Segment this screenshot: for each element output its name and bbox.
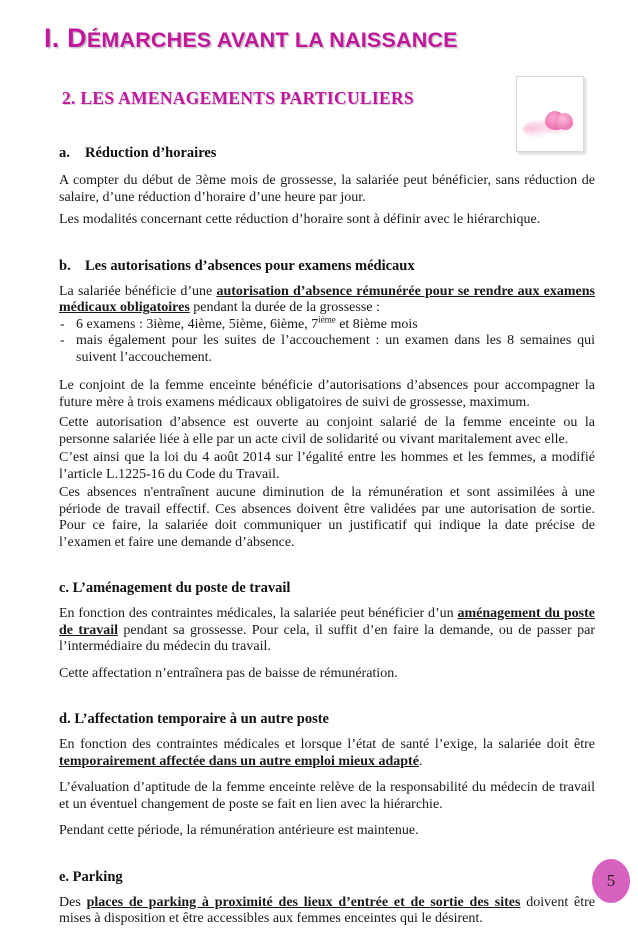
section-c-p1-post: pendant sa grossesse. Pour cela, il suffit d’en faire la demande, ou de passer par l’intermédiaire du médecin du travail. — [59, 622, 595, 654]
section-b-paragraph-5: Ces absences n'entraînent aucune diminution de la rémunération et sont assimilées à une période de travail effectif. Ces absences doivent être validées par une autorisation de sortie. Pour ce faire, la salariée doit communiquer un justificatif qui indique la date précise de l’examen et faire une demande d’absence. — [59, 485, 595, 550]
section-b-exam-list — [59, 313, 595, 367]
heading-section-b — [59, 257, 595, 276]
list-item-text-pre: 6 examens : 3ième, 4ième, 5ième, 6ième, 7 — [76, 316, 319, 332]
heading-section-a — [59, 144, 595, 163]
list-item — [59, 313, 595, 334]
section-e-paragraph-1 — [59, 895, 595, 928]
heading-b-label: Les autorisations d’absences pour examens médicaux — [85, 257, 415, 274]
section-e-p1-emphasis: places de parking à proximité des lieux d’entrée et de sortie des sites — [86, 894, 521, 910]
page-title-roman: I. — [44, 23, 60, 53]
heading-a-marker: a. — [59, 145, 70, 161]
section-c-paragraph-2: Cette affectation n’entraînera pas de baisse de rémunération. — [59, 665, 398, 681]
section-c-p1-pre: En fonction des contraintes médicales, la salariée peut bénéficier d’un — [59, 606, 458, 621]
page-number-label: 5 — [606, 871, 616, 890]
section-d-p1-post: . — [418, 753, 423, 769]
list-item-text-post: et 8ième mois — [335, 316, 418, 332]
heading-section-e: e. Parking — [59, 868, 123, 885]
section-subtitle: 2. LES AMENAGEMENTS PARTICULIERS — [62, 88, 414, 108]
baby-booties-image — [516, 76, 584, 152]
dash-bullet-icon: - — [60, 316, 65, 332]
page-title — [44, 22, 458, 56]
list-item-text: mais également pour les suites de l’accouchement : un examen dans les 8 semaines qui suivent l’accouchement. — [76, 333, 595, 365]
section-b-p1-post: pendant la durée de la grossesse : — [189, 300, 380, 315]
section-c-paragraph-1 — [59, 606, 595, 656]
document-body — [59, 144, 595, 928]
section-c-p1-emphasis: aménagement du poste de travail — [59, 606, 595, 638]
list-item — [59, 333, 595, 366]
section-e-p1-pre: Des — [59, 894, 87, 910]
heading-section-c: c. L’aménagement du poste de travail — [59, 580, 291, 596]
heading-section-d: d. L’affectation temporaire à un autre poste — [59, 711, 329, 727]
section-a-paragraph-1: A compter du début de 3ème mois de grossesse, la salariée peut bénéficier, sans réduction de salaire, d’une réduction d’horaire d’une heure par jour. — [59, 173, 595, 205]
section-d-p1-emphasis: temporairement affectée dans un autre emploi mieux adapté — [59, 753, 419, 769]
image-vignette — [517, 77, 583, 151]
page-title-rest: ÉMARCHES AVANT LA NAISSANCE — [86, 28, 458, 52]
section-d-p1-pre: En fonction des contraintes médicales et lorsque l’état de santé l’exige, la salariée doit être — [59, 737, 595, 752]
dash-bullet-icon: - — [60, 333, 65, 348]
heading-b-marker: b. — [59, 257, 71, 274]
section-b-p1-pre: La salariée bénéficie d’une — [59, 283, 217, 299]
list-item-superscript: ième — [318, 313, 336, 324]
section-b-paragraph-1 — [59, 284, 595, 317]
section-b-paragraph-4: C’est ainsi que la loi du 4 août 2014 sur l’égalité entre les hommes et les femmes, a modifié l’article L.1225-16 du Code du Travail. — [59, 450, 595, 482]
section-e-p1-post: doivent être mises à disposition et être accessibles aux femmes enceintes qui le désirent. — [59, 894, 595, 926]
section-a-paragraph-2: Les modalités concernant cette réduction d’horaire sont à définir avec le hiérarchique. — [59, 212, 541, 227]
section-d-paragraph-1 — [59, 737, 595, 770]
heading-a-label: Réduction d’horaires — [85, 145, 217, 161]
section-d-paragraph-2: L’évaluation d’aptitude de la femme enceinte relève de la responsabilité du médecin de travail et un éventuel changement de poste se fait en lien avec la hiérarchie. — [59, 780, 595, 812]
page-number-badge — [592, 859, 630, 903]
section-d-paragraph-3: Pendant cette période, la rémunération antérieure est maintenue. — [59, 823, 419, 838]
section-b-p1-emphasis: autorisation d’absence rémunérée pour se rendre aux examens médicaux obligatoires — [59, 283, 595, 315]
page-title-initial: D — [67, 23, 87, 53]
section-b-paragraph-3: Cette autorisation d’absence est ouverte au conjoint salarié de la femme enceinte ou la personne salariée liée à elle par un acte civil de solidarité ou vivant maritalement avec elle. — [59, 415, 595, 447]
section-b-paragraph-2: Le conjoint de la femme enceinte bénéficie d’autorisations d’absences pour accompagner la future mère à trois examens médicaux obligatoires de suivi de grossesse, maximum. — [59, 378, 595, 410]
